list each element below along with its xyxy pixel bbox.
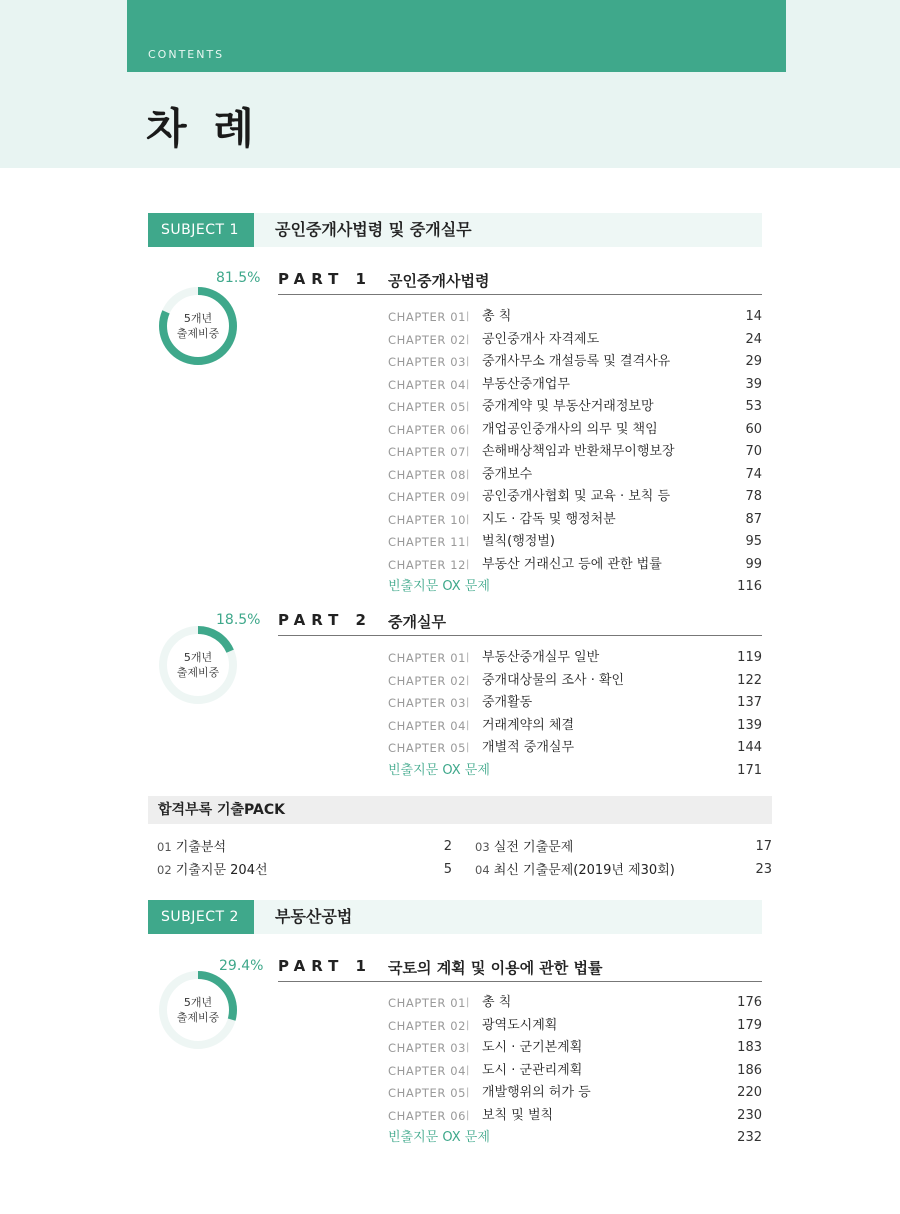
chapter-label: CHAPTER 02 [388, 1018, 467, 1033]
part-number: PART 2 [278, 611, 372, 629]
chapter-title: 중개사무소 개설등록 및 결격사유 [482, 354, 671, 369]
chapter-separator: | [466, 333, 470, 345]
chapter-page: 176 [737, 995, 762, 1010]
appendix-item-number: 03 [475, 840, 490, 854]
chapter-label: CHAPTER 05 [388, 400, 467, 414]
chapter-title: 도시 · 군기본계획 [482, 1040, 583, 1055]
chapter-row [388, 693, 762, 713]
chapter-label: CHAPTER 06 [388, 422, 467, 437]
appendix-item [475, 860, 675, 880]
appendix-item-page: 17 [755, 839, 772, 854]
chapter-title: 총 칙 [482, 995, 512, 1010]
chapter-separator: | [466, 1064, 470, 1076]
chapter-separator: | [466, 423, 470, 435]
contents-label: CONTENTS [148, 48, 225, 61]
chapter-label: CHAPTER 09 [388, 490, 467, 504]
subject2-tag: SUBJECT 2 [148, 900, 254, 934]
chapter-page: 183 [737, 1040, 762, 1055]
chapter-row [388, 420, 762, 440]
chapter-separator: | [466, 742, 470, 753]
chapter-row [388, 1061, 762, 1081]
ox-row [388, 577, 762, 597]
chapter-label: CHAPTER 05 [388, 741, 467, 755]
chapter-row [388, 532, 762, 552]
appendix-title: 합격부록 기출PACK [158, 802, 285, 818]
chapter-row [388, 738, 762, 758]
chapter-page: 29 [745, 354, 762, 369]
s1p2-percent: 18.5% [216, 612, 261, 628]
ox-title: 빈출지문 OX 문제 [388, 1130, 490, 1145]
chapter-label: CHAPTER 10 [388, 512, 467, 527]
appendix-item-page: 2 [443, 839, 452, 854]
chapter-separator: | [466, 1042, 470, 1053]
s1p1-donut-label [157, 311, 239, 341]
chapter-separator: | [466, 697, 470, 708]
chapter-label: CHAPTER 01 [388, 651, 467, 665]
chapter-page: 24 [745, 331, 762, 347]
header-tab [127, 0, 786, 72]
chapter-page: 220 [737, 1085, 762, 1100]
chapter-separator: | [466, 378, 470, 390]
s1p1-percent: 81.5% [216, 270, 261, 286]
donut-label-line2: 출제비중 [176, 666, 220, 679]
chapter-title: 중개계약 및 부동산거래정보망 [482, 399, 654, 414]
ox-page: 232 [737, 1130, 762, 1145]
chapter-title: 손해배상책임과 반환채무이행보장 [482, 444, 675, 459]
chapter-title: 도시 · 군관리계획 [482, 1062, 583, 1078]
ox-page: 116 [737, 579, 762, 594]
chapter-row [388, 1106, 762, 1126]
chapter-page: 53 [745, 399, 762, 414]
chapter-page: 99 [745, 556, 762, 572]
donut-label-line2: 출제비중 [176, 327, 220, 340]
chapter-row [388, 993, 762, 1013]
appendix-item-number: 01 [157, 840, 172, 854]
subject2-bar [148, 900, 762, 934]
chapter-row [388, 397, 762, 417]
chapter-label: CHAPTER 02 [388, 673, 467, 688]
chapter-page: 122 [737, 672, 762, 688]
chapter-separator: | [466, 468, 470, 480]
chapter-label: CHAPTER 04 [388, 718, 467, 733]
appendix-item [157, 860, 268, 880]
chapter-page: 119 [737, 650, 762, 665]
chapter-row [388, 352, 762, 372]
chapter-page: 39 [745, 376, 762, 392]
chapter-page: 60 [745, 421, 762, 437]
chapter-page: 144 [737, 740, 762, 755]
subject1-tag: SUBJECT 1 [148, 213, 254, 247]
chapter-page: 137 [737, 695, 762, 710]
chapter-row [388, 487, 762, 507]
appendix-item-title: 기출지문 204선 [175, 863, 268, 878]
chapter-label: CHAPTER 04 [388, 1063, 467, 1078]
chapter-page: 74 [745, 466, 762, 482]
s1p2-donut-label [157, 650, 239, 680]
appendix-item-title: 실전 기출문제 [493, 840, 574, 855]
appendix-bar [148, 796, 772, 824]
chapter-title: 보칙 및 벌칙 [482, 1107, 554, 1123]
chapter-label: CHAPTER 06 [388, 1108, 467, 1123]
chapter-page: 95 [745, 534, 762, 549]
s2p1-header [278, 957, 762, 982]
chapter-title: 중개보수 [482, 466, 533, 482]
appendix-item [475, 837, 573, 857]
chapter-separator: | [466, 513, 470, 525]
chapter-label: CHAPTER 02 [388, 332, 467, 347]
part-number: PART 1 [278, 957, 372, 975]
s2p1-donut-label [157, 995, 239, 1025]
subject2-title: 부동산공법 [275, 907, 353, 926]
chapter-separator: | [466, 719, 470, 731]
chapter-separator: | [466, 1087, 470, 1098]
chapter-label: CHAPTER 01 [388, 310, 467, 324]
chapter-label: CHAPTER 03 [388, 696, 467, 710]
chapter-separator: | [466, 311, 470, 322]
chapter-row [388, 648, 762, 668]
chapter-title: 벌칙(행정벌) [482, 534, 555, 549]
chapter-row [388, 375, 762, 395]
chapter-page: 87 [745, 511, 762, 527]
chapter-separator: | [466, 997, 470, 1008]
chapter-separator: | [466, 674, 470, 686]
chapter-label: CHAPTER 11 [388, 535, 467, 549]
chapter-label: CHAPTER 01 [388, 996, 467, 1010]
chapter-title: 공인중개사협회 및 교육 · 보칙 등 [482, 489, 671, 504]
chapter-page: 14 [745, 309, 762, 324]
chapter-title: 광역도시계획 [482, 1017, 558, 1033]
chapter-title: 중개활동 [482, 695, 533, 710]
appendix-item-title: 최신 기출문제(2019년 제30회) [493, 863, 675, 878]
donut-label-line1: 5개년 [183, 312, 213, 325]
chapter-page: 70 [745, 444, 762, 459]
chapter-page: 179 [737, 1017, 762, 1033]
chapter-separator: | [466, 652, 470, 663]
chapter-row [388, 1038, 762, 1058]
chapter-label: CHAPTER 03 [388, 355, 467, 369]
ox-title: 빈출지문 OX 문제 [388, 762, 490, 778]
appendix-item-title: 기출분석 [175, 840, 227, 855]
chapter-label: CHAPTER 08 [388, 467, 467, 482]
chapter-row [388, 307, 762, 327]
chapter-label: CHAPTER 04 [388, 377, 467, 392]
chapter-label: CHAPTER 07 [388, 445, 467, 459]
chapter-title: 지도 · 감독 및 행정처분 [482, 511, 616, 527]
appendix-item-page: 23 [755, 862, 772, 877]
chapter-separator: | [466, 401, 470, 412]
chapter-page: 186 [737, 1062, 762, 1078]
subject1-bar [148, 213, 762, 247]
chapter-title: 개업공인중개사의 의무 및 책임 [482, 421, 658, 437]
ox-title: 빈출지문 OX 문제 [388, 579, 490, 594]
appendix-item-number: 04 [475, 863, 490, 877]
chapter-separator: | [466, 356, 470, 367]
chapter-row [388, 442, 762, 462]
chapter-row [388, 1083, 762, 1103]
chapter-separator: | [466, 446, 470, 457]
chapter-row [388, 330, 762, 350]
chapter-title: 개발행위의 허가 등 [482, 1085, 591, 1100]
chapter-row [388, 671, 762, 691]
part-title: 국토의 계획 및 이용에 관한 법률 [388, 959, 603, 977]
chapter-row [388, 716, 762, 736]
s2p1-percent: 29.4% [219, 958, 264, 974]
chapter-row [388, 1016, 762, 1036]
appendix-item-page: 5 [443, 862, 452, 877]
donut-label-line1: 5개년 [183, 651, 213, 664]
s1p1-header [278, 270, 762, 295]
part-title: 중개실무 [388, 613, 446, 631]
ox-page: 171 [737, 762, 762, 778]
chapter-separator: | [466, 491, 470, 502]
chapter-title: 공인중개사 자격제도 [482, 331, 600, 347]
chapter-title: 거래계약의 체결 [482, 717, 575, 733]
chapter-title: 중개대상물의 조사 · 확인 [482, 672, 625, 688]
chapter-separator: | [466, 1109, 470, 1121]
chapter-label: CHAPTER 12 [388, 557, 467, 572]
chapter-page: 230 [737, 1107, 762, 1123]
appendix-item-number: 02 [157, 863, 172, 877]
chapter-separator: | [466, 536, 470, 547]
part-title: 공인중개사법령 [388, 272, 490, 290]
chapter-separator: | [466, 558, 470, 570]
chapter-separator: | [466, 1019, 470, 1031]
donut-label-line1: 5개년 [183, 996, 213, 1009]
s1p2-header [278, 611, 762, 636]
chapter-title: 개별적 중개실무 [482, 740, 575, 755]
ox-row [388, 1128, 762, 1148]
chapter-row [388, 510, 762, 530]
chapter-row [388, 465, 762, 485]
appendix-item [157, 837, 226, 857]
page-title: 차 례 [146, 104, 260, 153]
chapter-page: 139 [737, 717, 762, 733]
chapter-row [388, 555, 762, 575]
part-number: PART 1 [278, 270, 372, 288]
subject1-title: 공인중개사법령 및 중개실무 [275, 220, 472, 239]
chapter-title: 부동산중개업무 [482, 376, 570, 392]
donut-label-line2: 출제비중 [176, 1011, 220, 1024]
ox-row [388, 761, 762, 781]
chapter-title: 부동산 거래신고 등에 관한 법률 [482, 556, 662, 572]
chapter-label: CHAPTER 03 [388, 1041, 467, 1055]
chapter-title: 총 칙 [482, 309, 512, 324]
chapter-title: 부동산중개실무 일반 [482, 650, 600, 665]
chapter-page: 78 [745, 489, 762, 504]
chapter-label: CHAPTER 05 [388, 1086, 467, 1100]
